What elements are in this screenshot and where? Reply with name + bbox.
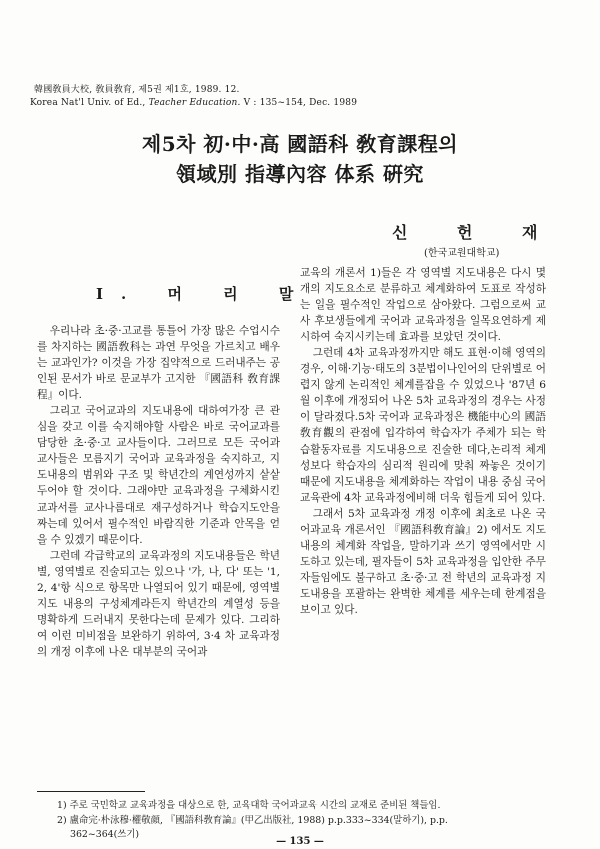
- paper-title-line-2: 領域別 指導內容 体系 硏究: [176, 162, 424, 186]
- paragraph: 그래서 5차 교육과정 개정 이후에 최초로 나온 국어과교육 개론서인 『國語科敎育論』2) 에서도 지도내용의 체계화 작업을, 말하기과 쓰기 영역에서만 시도하고 있는데, 필자들이 5차 교육과정을 입안한 주무자들임에도 불구하고 초·중·고 전 학년의 교육과정 지도내용을 포괄하는 완벽한 체계를 세우는데 한계점을 보이고 있다.: [300, 507, 546, 616]
- paragraph: 그런데 4차 교육과정까지만 해도 표현·이해 영역의 경우, 이해·기능·태도의 3분법이나인어의 단위별로 어렵지 않게 논리적인 체계를잡을 수 있었으나 '87년 6월 이후에 개정되어 나온 5차 교육과정의 경우는 사정이 달라졌다.5차 국어과 교육과정은 機能中心의 國語敎育觀의 관점에 입각하여 학습자가 주체가 되는 학습활동자료를 지도내용으로 진술한 데다,논리적 체계성보다 학습자의 심리적 원리에 맞춰 짜놓은 것이기 때문에 지도내용을 체계화하는 작업이 내용 중심 국어교육관에 4차 교육과정에비해 더욱 힘들게 되어 있다.: [300, 347, 546, 504]
- section-heading: I. 머 리 말: [96, 285, 312, 303]
- journal-header-suffix: V : 135~154, Dec. 1989: [240, 98, 358, 108]
- paragraph: 우리나라 초·중·고교를 통틀어 가장 많은 수업시수를 차지하는 國語敎科는 과연 무엇을 가르치고 배우는 교과인가? 이것을 가장 집약적으로 드러내주는 공인된 문서가 바로 문교부가 고지한 『國語科 敎育課程』이다.: [37, 325, 280, 402]
- footnote-2: 2) 盧命完·朴泳穆·權敬顔, 『國語科敎育論』(甲乙出版社, 1988) p.p.333~334(말하기), p.p.: [57, 815, 448, 826]
- journal-name: Teacher Education.: [148, 98, 241, 108]
- right-text-column: [300, 265, 546, 618]
- left-text-column: [37, 323, 280, 660]
- author-name: 신 헌 재: [392, 223, 560, 242]
- paragraph: 교육의 개론서 1)들은 각 영역별 지도내용은 다시 몇개의 지도요소로 분류하고 체계화하여 도표로 작성하는 일을 필수적인 작업으로 삼아왔다. 그럼으로써 교사 후보생들에게 국어과 교육과정을 일목요연하게 제시하여 숙지시키는데 효과를 보았던 것이다.: [300, 267, 546, 344]
- footnote-divider: [37, 791, 145, 792]
- journal-header-prefix: Korea Nat'l Univ. of Ed.,: [30, 98, 149, 108]
- footnote-2-continued: 362~364(쓰기): [70, 829, 140, 840]
- footnote-1: 1) 주로 국민학교 교육과정을 대상으로 한, 교육대학 국어과교육 시간의 교재로 준비된 책들임.: [57, 800, 441, 811]
- paragraph: 그리고 국어교과의 지도내용에 대하여가장 큰 관심을 갖고 이를 숙지해야할 사람은 바로 국어교과를 담당한 초·중·고 교사들이다. 그러므로 모든 국어과 교사들은 모름지기 국어과 교육과정을 숙지하고, 지도내용의 범위와 구조 및 학년간의 계연성까지 샅샅 두어야 할 것이다. 그래야만 교육과정을 구체화시킨 교과서를 교사나름대로 재구성하거나 학습지도안을 짜는데 있어서 필수적인 바람직한 기준과 안목을 얻을 수 있겠기 때문이다.: [37, 405, 280, 546]
- page-number: — 135 —: [276, 836, 324, 847]
- journal-header-english: [30, 98, 357, 108]
- journal-header-korean: 韓國敎員大校, 敎員敎育, 제5권 제1호, 1989. 12.: [34, 85, 240, 95]
- paper-title-line-1: 제5차 初·中·高 國語科 敎育課程의: [141, 132, 459, 156]
- paragraph: 그런데 각급학교의 교육과정의 지도내용들은 학년별, 영역별로 진술되고는 있으나 '가, 나, 다' 또는 '1, 2, 4'항 식으로 항목만 나열되어 있기 때문에, 영역별 지도 내용의 구성체계라든지 학년간의 계열성 등을 명확하게 드러내지 못한다는데 문제가 있다. 그리하여 이런 미비점을 보완하기 위하여, 3·4 차 교육과정의 개정 이후에 나온 대부분의 국어과: [37, 549, 280, 658]
- author-affiliation: (한국교원대학교): [424, 248, 500, 259]
